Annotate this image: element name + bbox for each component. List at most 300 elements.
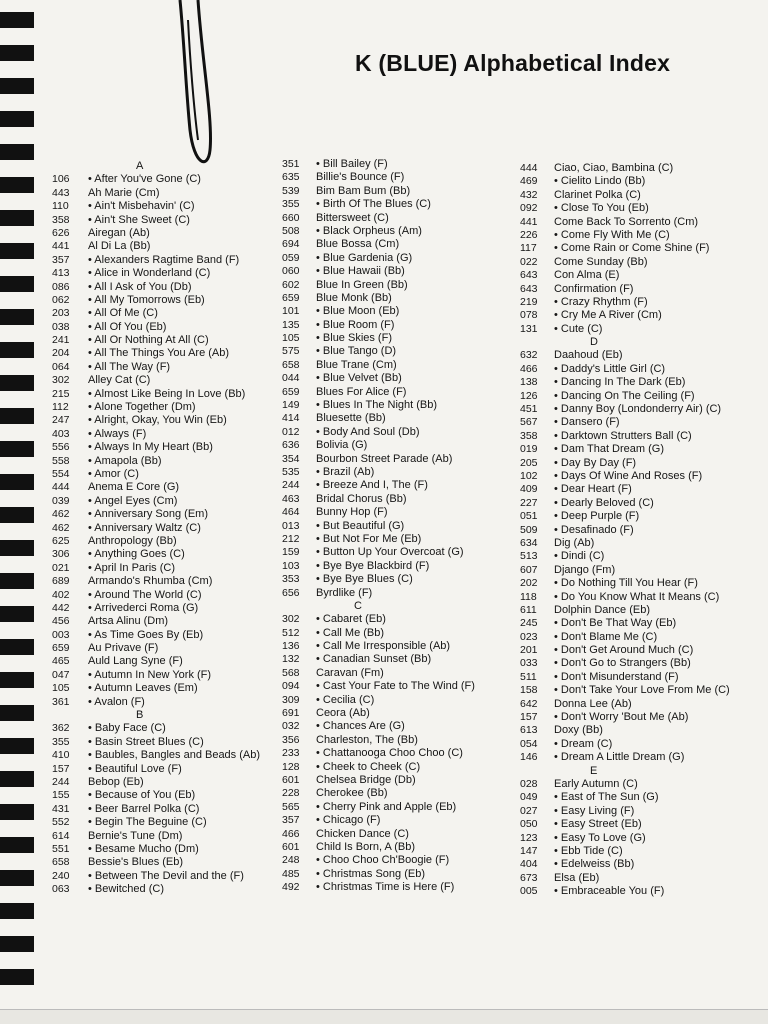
page-number: 247: [52, 414, 70, 427]
page-number: 355: [52, 735, 70, 748]
index-entry: [520, 698, 760, 711]
song-title: Airegan (Ab): [88, 226, 150, 239]
index-entry: [520, 189, 760, 202]
index-entry: [282, 439, 497, 452]
index-entry: [52, 602, 257, 615]
song-title: • Easy To Love (G): [554, 831, 646, 844]
index-entry: [52, 763, 257, 776]
song-title: Dolphin Dance (Eb): [554, 603, 650, 616]
song-title: • Cielito Lindo (Bb): [554, 175, 646, 188]
page-number: 456: [52, 615, 70, 628]
index-entry: [52, 655, 257, 668]
song-title: • Ebb Tide (C): [554, 844, 623, 857]
page-number: 158: [520, 684, 538, 697]
index-entry: [520, 524, 760, 537]
index-entry: [52, 589, 257, 602]
index-entry: [282, 587, 497, 600]
song-title: • Dam That Dream (G): [554, 443, 664, 456]
song-title: • Bill Bailey (F): [316, 158, 388, 170]
index-entry: [282, 546, 497, 559]
page-number: 355: [282, 198, 300, 211]
index-entry: [282, 238, 497, 251]
index-entry: [520, 818, 760, 831]
song-title: • Deep Purple (F): [554, 510, 640, 523]
page-number: 044: [282, 372, 300, 385]
index-entry: [52, 629, 257, 642]
page-number: 128: [282, 760, 300, 773]
page-number: 039: [52, 494, 70, 507]
page-number: 062: [52, 293, 70, 306]
page-bottom-edge: [0, 1009, 768, 1024]
page-number: 602: [282, 278, 300, 291]
binding-ring: [0, 540, 34, 556]
song-title: • Canadian Sunset (Bb): [316, 653, 432, 666]
index-entry: [520, 858, 760, 871]
page-number: 444: [52, 481, 70, 494]
binding-ring: [0, 12, 34, 28]
song-title: • All Or Nothing At All (C): [88, 334, 209, 347]
page-number: 511: [520, 670, 537, 683]
song-title: • Call Me Irresponsible (Ab): [316, 640, 451, 653]
song-title: • Danny Boy (Londonderry Air) (C): [554, 403, 722, 416]
page-number: 060: [282, 265, 300, 278]
page-number: 611: [520, 603, 537, 616]
index-entry: [282, 158, 497, 171]
song-title: • April In Paris (C): [88, 561, 175, 574]
page-number: 509: [520, 523, 538, 536]
song-title: • Dansero (F): [554, 416, 620, 429]
song-title: • Christmas Song (Eb): [316, 867, 425, 880]
song-title: • All The Things You Are (Ab): [88, 347, 230, 360]
binding-ring: [0, 606, 34, 622]
song-title: • Desafinado (F): [554, 523, 634, 536]
page-number: 132: [282, 653, 300, 666]
page-number: 233: [282, 747, 300, 760]
index-entry: [52, 522, 257, 535]
binding-ring: [0, 507, 34, 523]
index-entry: [520, 175, 760, 188]
song-title: • Cry Me A River (Cm): [554, 309, 662, 322]
index-entry: [52, 428, 257, 441]
index-entry: [520, 202, 760, 215]
index-entry: [52, 615, 257, 628]
song-title: • Bye Bye Blues (C): [316, 573, 413, 586]
song-title: • Blue Tango (D): [316, 345, 397, 358]
song-title: • Call Me (Bb): [316, 626, 385, 639]
song-title: • Chicago (F): [316, 814, 381, 827]
song-title: • But Not For Me (Eb): [316, 532, 422, 545]
song-title: • Don't Worry 'Bout Me (Ab): [554, 711, 689, 724]
song-title: • Dindi (C): [554, 550, 605, 563]
song-title: • Cheek to Cheek (C): [316, 760, 421, 773]
page-number: 413: [52, 267, 70, 280]
page-number: 027: [520, 804, 538, 817]
song-title: • Dream A Little Dream (G): [554, 751, 685, 764]
song-title: • Cherry Pink and Apple (Eb): [316, 800, 457, 813]
page-title: K (BLUE) Alphabetical Index: [355, 50, 671, 76]
page-number: 636: [282, 439, 300, 452]
song-title: • Begin The Beguine (C): [88, 816, 207, 829]
index-entry: [52, 481, 257, 494]
index-entry: [282, 399, 497, 412]
song-title: • All I Ask of You (Db): [88, 280, 192, 293]
song-title: Clarinet Polka (C): [554, 188, 641, 201]
page-number: 094: [282, 680, 300, 693]
section-letter: C: [354, 599, 362, 612]
page-number: 049: [520, 791, 538, 804]
index-entry: [520, 497, 760, 510]
song-title: Blue In Green (Bb): [316, 278, 408, 291]
page-number: 513: [520, 550, 538, 563]
index-entry: [282, 426, 497, 439]
binding-ring: [0, 210, 34, 226]
page-number: 123: [520, 831, 538, 844]
song-title: • Cabaret (Eb): [316, 613, 386, 626]
binding-ring: [0, 573, 34, 589]
song-title: • Black Orpheus (Am): [316, 224, 422, 237]
page-number: 086: [52, 280, 70, 293]
index-entry: [520, 162, 760, 175]
binding-ring: [0, 144, 34, 160]
binding-ring: [0, 45, 34, 61]
song-title: • Blue Skies (F): [316, 332, 392, 345]
page-number: 306: [52, 548, 70, 561]
index-entry: [282, 801, 497, 814]
binding-ring: [0, 771, 34, 787]
song-title: Bridal Chorus (Bb): [316, 492, 407, 505]
index-entry: [282, 814, 497, 827]
page-number: 462: [52, 508, 70, 521]
song-title: • Ain't Misbehavin' (C): [88, 200, 195, 213]
page-number: 414: [282, 412, 300, 425]
song-title: • Blue Hawaii (Bb): [316, 265, 405, 278]
index-entry: [520, 510, 760, 523]
page-number: 656: [282, 586, 300, 599]
page-number: 102: [520, 469, 538, 482]
page-number: 157: [52, 762, 70, 775]
song-title: • All Of You (Eb): [88, 320, 167, 333]
page-number: 673: [520, 871, 538, 884]
index-entry: [52, 240, 257, 253]
song-title: • Don't Take Your Love From Me (C): [554, 684, 730, 697]
page-number: 643: [520, 269, 538, 282]
page-number: 634: [520, 536, 538, 549]
binding-ring: [0, 309, 34, 325]
index-entry: [52, 334, 257, 347]
index-entry: [52, 883, 257, 896]
song-title: Bernie's Tune (Dm): [88, 829, 183, 842]
index-entry: [282, 734, 497, 747]
index-entry: [520, 537, 760, 550]
song-title: • Don't Blame Me (C): [554, 630, 658, 643]
song-title: • Don't Go to Strangers (Bb): [554, 657, 691, 670]
song-title: Bolivia (G): [316, 439, 368, 452]
page-number: 535: [282, 465, 300, 478]
song-title: Au Privave (F): [88, 642, 159, 655]
page-number: 157: [520, 711, 538, 724]
song-title: Blue Monk (Bb): [316, 291, 392, 304]
song-title: • Amor (C): [88, 467, 139, 480]
page-number: 357: [282, 814, 300, 827]
index-entry: [282, 841, 497, 854]
index-entry: [52, 468, 257, 481]
index-entry: [520, 349, 760, 362]
page-number: 215: [52, 387, 70, 400]
page-number: 155: [52, 789, 70, 802]
page-number: 402: [52, 588, 70, 601]
index-entry: [520, 256, 760, 269]
binding-ring: [0, 672, 34, 688]
index-entry: [52, 495, 257, 508]
page-number: 050: [520, 818, 538, 831]
page-number: 567: [520, 416, 538, 429]
index-entry: [282, 881, 497, 894]
song-title: • Angel Eyes (Cm): [88, 494, 178, 507]
song-title: • Don't Be That Way (Eb): [554, 617, 677, 630]
page-number: 601: [282, 840, 300, 853]
page-number: 432: [520, 188, 538, 201]
song-title: • Baby Face (C): [88, 722, 166, 735]
index-entry: [282, 265, 497, 278]
song-title: • All The Way (F): [88, 360, 171, 373]
page-number: 302: [282, 613, 300, 626]
song-title: • Easy Street (Eb): [554, 818, 642, 831]
page-number: 092: [520, 202, 538, 215]
page-number: 614: [52, 829, 70, 842]
index-entry: [52, 575, 257, 588]
page-number: 558: [52, 454, 70, 467]
song-title: Chicken Dance (C): [316, 827, 409, 840]
index-entry: [282, 453, 497, 466]
song-title: • Autumn In New York (F): [88, 668, 212, 681]
song-title: • Basin Street Blues (C): [88, 735, 204, 748]
page-number: 469: [520, 175, 538, 188]
song-title: • But Beautiful (G): [316, 519, 405, 532]
song-title: • Beautiful Love (F): [88, 762, 182, 775]
song-title: • As Time Goes By (Eb): [88, 628, 204, 641]
page-number: 556: [52, 441, 70, 454]
index-entry: [520, 457, 760, 470]
page-number: 485: [282, 867, 300, 880]
song-title: • After You've Gone (C): [88, 173, 201, 186]
song-title: • Alice in Wonderland (C): [88, 267, 211, 280]
song-title: • Don't Misunderstand (F): [554, 670, 679, 683]
page-number: 694: [282, 238, 300, 251]
index-entry: [520, 845, 760, 858]
page-number: 444: [520, 162, 538, 174]
index-entry: [520, 283, 760, 296]
song-title: • Dearly Beloved (C): [554, 496, 654, 509]
index-entry: [52, 816, 257, 829]
page-number: 146: [520, 751, 538, 764]
index-column-1: [52, 160, 261, 896]
index-entry: [520, 644, 760, 657]
index-entry: [282, 171, 497, 184]
binding-ring: [0, 705, 34, 721]
index-entry: [520, 483, 760, 496]
binding-ring: [0, 276, 34, 292]
index-entry: [52, 776, 257, 789]
page-number: 659: [282, 385, 300, 398]
page-number: 362: [52, 722, 70, 735]
page-number: 149: [282, 399, 300, 412]
index-entry: [282, 680, 497, 693]
song-title: • Daddy's Little Girl (C): [554, 362, 666, 375]
song-title: • Dancing In The Dark (Eb): [554, 376, 686, 389]
song-title: • Bewitched (C): [88, 883, 164, 896]
index-entry: [52, 214, 257, 227]
index-entry: [282, 787, 497, 800]
page-number: 159: [282, 546, 300, 559]
index-entry: [282, 185, 497, 198]
index-entry: [282, 412, 497, 425]
index-entry: [52, 321, 257, 334]
page-number: 601: [282, 773, 300, 786]
song-title: • Because of You (Eb): [88, 789, 196, 802]
page-number: 442: [52, 601, 70, 614]
index-entry: [520, 309, 760, 322]
page-number: 241: [52, 334, 70, 347]
index-entry: [282, 372, 497, 385]
section-letter: E: [590, 764, 598, 777]
song-title: • Almost Like Being In Love (Bb): [88, 387, 246, 400]
section-letter: B: [136, 709, 144, 722]
index-entry: [520, 778, 760, 791]
page-number: 022: [520, 255, 538, 268]
song-title: • Edelweiss (Bb): [554, 858, 635, 871]
index-entry: [52, 682, 257, 695]
index-entry: [520, 390, 760, 403]
song-title: • All My Tomorrows (Eb): [88, 293, 205, 306]
index-entry: [520, 229, 760, 242]
index-entry: [282, 359, 497, 372]
binding-ring: [0, 408, 34, 424]
song-title: • Come Fly With Me (C): [554, 228, 670, 241]
binding-ring: [0, 111, 34, 127]
page-number: 607: [520, 563, 538, 576]
page-number: 078: [520, 309, 538, 322]
song-title: Daahoud (Eb): [554, 349, 623, 362]
song-title: • Body And Soul (Db): [316, 425, 420, 438]
index-entry: [520, 470, 760, 483]
binding-ring: [0, 936, 34, 952]
song-title: • Autumn Leaves (Em): [88, 682, 198, 695]
page-number: 244: [282, 479, 300, 492]
song-title: • Cast Your Fate to The Wind (F): [316, 680, 475, 693]
page-number: 466: [282, 827, 300, 840]
index-entry: [520, 631, 760, 644]
song-title: • Always (F): [88, 427, 147, 440]
page-number: 642: [520, 697, 538, 710]
index-entry: [52, 374, 257, 387]
binding-ring: [0, 738, 34, 754]
song-title: • Anniversary Song (Em): [88, 508, 209, 521]
page-number: 512: [282, 626, 300, 639]
page-number: 226: [520, 228, 538, 241]
page-number: 358: [520, 429, 538, 442]
song-title: • Button Up Your Overcoat (G): [316, 546, 464, 559]
page-number: 012: [282, 425, 300, 438]
index-entry: [282, 332, 497, 345]
index-entry: [520, 443, 760, 456]
page-number: 204: [52, 347, 70, 360]
page-number: 110: [52, 200, 69, 213]
index-entry: [282, 279, 497, 292]
song-title: Bim Bam Bum (Bb): [316, 184, 411, 197]
index-entry: [520, 591, 760, 604]
index-entry: [282, 225, 497, 238]
index-entry: [520, 805, 760, 818]
index-entry: [520, 885, 760, 898]
index-entry: [282, 774, 497, 787]
song-title: • Brazil (Ab): [316, 465, 375, 478]
page-number: 465: [52, 655, 70, 668]
song-title: • Arrivederci Roma (G): [88, 601, 199, 614]
index-entry: [52, 535, 257, 548]
page-number: 451: [520, 403, 538, 416]
index-entry: [282, 520, 497, 533]
song-title: • Alexanders Ragtime Band (F): [88, 253, 240, 266]
page-number: 201: [520, 644, 538, 657]
page-number: 409: [520, 483, 538, 496]
index-entry: [52, 267, 257, 280]
song-title: Ceora (Ab): [316, 707, 370, 720]
binding-ring: [0, 804, 34, 820]
song-title: Cherokee (Bb): [316, 787, 388, 800]
song-title: Armando's Rhumba (Cm): [88, 575, 213, 588]
page-number: 202: [520, 577, 538, 590]
index-entry: [282, 761, 497, 774]
song-title: • Blue Moon (Eb): [316, 305, 400, 318]
binding-ring: [0, 342, 34, 358]
page-number: 227: [520, 496, 538, 509]
page-number: 659: [282, 291, 300, 304]
page-number: 131: [520, 322, 538, 335]
binding-ring: [0, 441, 34, 457]
page-number: 441: [520, 215, 538, 228]
page-number: 361: [52, 695, 70, 708]
song-title: • Ain't She Sweet (C): [88, 213, 190, 226]
index-entry: [52, 254, 257, 267]
song-title: • Anniversary Waltz (C): [88, 521, 201, 534]
index-entry: [52, 294, 257, 307]
page-number: 063: [52, 883, 70, 896]
page-number: 103: [282, 559, 300, 572]
index-entry: [520, 684, 760, 697]
page-number: 205: [520, 456, 538, 469]
index-entry: [52, 414, 257, 427]
index-entry: [520, 564, 760, 577]
page-number: 508: [282, 224, 300, 237]
song-title: Bebop (Eb): [88, 775, 144, 788]
index-entry: [520, 242, 760, 255]
page-number: 302: [52, 374, 70, 387]
index-entry: [52, 548, 257, 561]
index-entry: [282, 506, 497, 519]
index-entry: [282, 613, 497, 626]
song-title: • Do Nothing Till You Hear (F): [554, 577, 698, 590]
index-entry: [520, 403, 760, 416]
song-title: Chelsea Bridge (Db): [316, 773, 416, 786]
binding-ring: [0, 78, 34, 94]
page-number: 565: [282, 800, 300, 813]
section-letter: D: [590, 336, 598, 349]
page-number: 632: [520, 349, 538, 362]
index-entry: [520, 711, 760, 724]
page-number: 212: [282, 532, 300, 545]
page-number: 013: [282, 519, 300, 532]
song-title: Come Sunday (Bb): [554, 255, 648, 268]
